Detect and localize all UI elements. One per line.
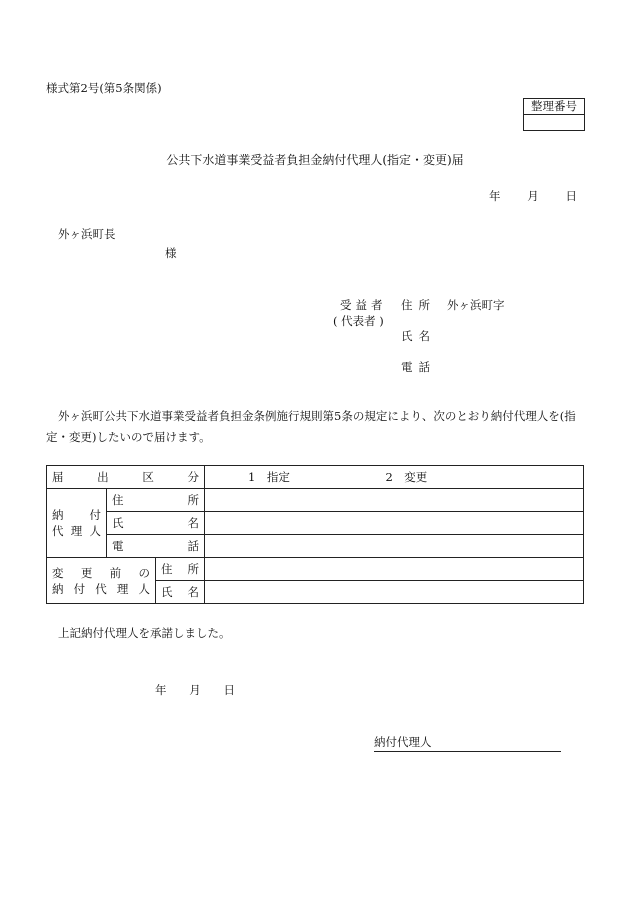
agent-signature-label: 納付代理人 <box>374 735 432 749</box>
notification-type-label: 届 出 区 分 <box>47 466 205 489</box>
notification-type-options[interactable] <box>205 466 584 489</box>
beneficiary-phone-label: 電話 <box>401 360 436 374</box>
table-row-agent-phone <box>47 535 584 558</box>
body-text: 外ヶ浜町公共下水道事業受益者負担金条例施行規則第5条の規定により、次のとおり納付代理人を(指定・変更)したいので届けます。 <box>46 409 576 444</box>
beneficiary-name-label: 氏名 <box>401 329 436 343</box>
previous-agent-address-label: 住 所 <box>156 558 205 581</box>
table-row-prev-address <box>47 558 584 581</box>
reference-number-field[interactable] <box>524 115 584 130</box>
date-bottom-day: 日 <box>223 683 235 697</box>
beneficiary-label: 受益者 <box>340 298 387 312</box>
agent-name-label: 氏 名 <box>107 512 205 535</box>
document-title: 公共下水道事業受益者負担金納付代理人(指定・変更)届 <box>166 153 464 167</box>
date-bottom-month: 月 <box>189 683 201 697</box>
table-row-notification-type <box>47 466 584 489</box>
reference-number-box <box>523 98 585 131</box>
date-top <box>489 188 577 204</box>
date-bottom-year: 年 <box>155 683 167 697</box>
agent-address-label: 住 所 <box>107 489 205 512</box>
date-top-month: 月 <box>527 189 539 203</box>
previous-agent-address-field[interactable] <box>205 558 584 581</box>
representative-label: ( 代表者 ) <box>333 314 384 328</box>
date-top-day: 日 <box>565 189 577 203</box>
option-designate[interactable]: 1 指定 <box>248 470 290 484</box>
table-row-agent-name <box>47 512 584 535</box>
acceptance-text: 上記納付代理人を承諾しました。 <box>58 626 231 640</box>
table-row-agent-address <box>47 489 584 512</box>
agent-table <box>46 465 584 604</box>
agent-name-field[interactable] <box>205 512 584 535</box>
agent-group-label: 納 付 代 理 人 <box>47 489 107 558</box>
beneficiary-address-value: 外ヶ浜町字 <box>447 298 505 312</box>
agent-address-field[interactable] <box>205 489 584 512</box>
agent-signature-line[interactable] <box>374 734 561 752</box>
option-change[interactable]: 2 変更 <box>385 470 428 484</box>
date-top-year: 年 <box>489 189 501 203</box>
beneficiary-address-label: 住所 <box>401 298 436 312</box>
addressee-name: 外ヶ浜町長 <box>58 227 116 241</box>
previous-agent-name-field[interactable] <box>205 581 584 604</box>
agent-phone-field[interactable] <box>205 535 584 558</box>
agent-phone-label: 電 話 <box>107 535 205 558</box>
date-bottom <box>155 682 235 698</box>
form-number: 様式第2号(第5条関係) <box>46 81 162 95</box>
reference-number-label: 整理番号 <box>524 99 584 115</box>
previous-agent-name-label: 氏 名 <box>156 581 205 604</box>
previous-agent-group-label: 変 更 前 の 納 付 代 理 人 <box>47 558 156 604</box>
addressee-honorific: 様 <box>165 246 177 260</box>
